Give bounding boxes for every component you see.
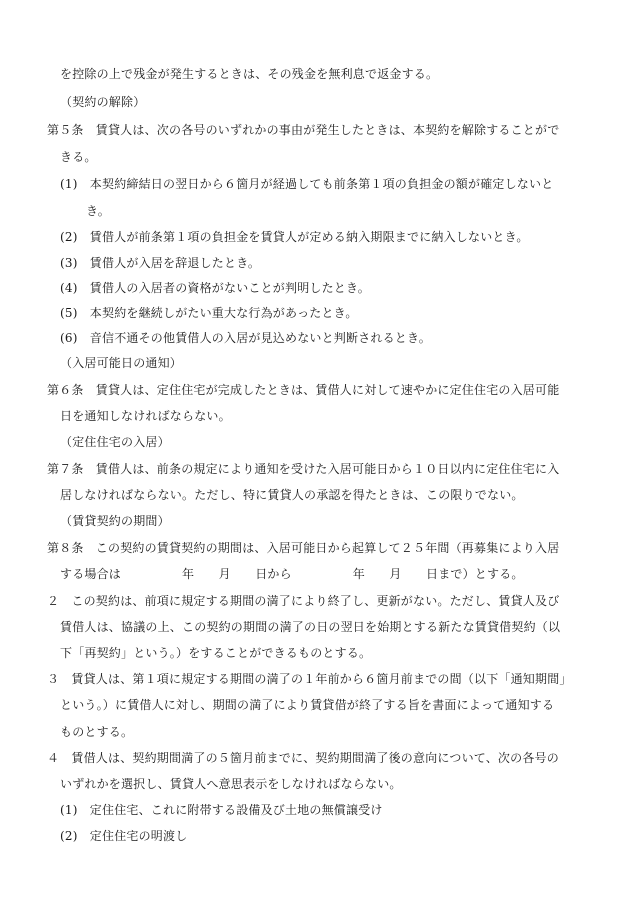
- list-item: (4) 賃借人の入居者の資格がないことが判明したとき。: [60, 281, 370, 295]
- paragraph-2-line: ２ この契約は、前項に規定する期間の満了により終了し、更新がない。ただし、賃貸人及び: [47, 594, 560, 608]
- text-line: きる。: [60, 150, 97, 164]
- list-item: (5) 本契約を継続しがたい重大な行為があったとき。: [60, 306, 358, 320]
- text-line: ものとする。: [60, 725, 134, 739]
- section-heading: （契約の解除）: [60, 95, 146, 109]
- list-item: (1) 本契約締結日の翌日から６箇月が経過しても前条第１項の負担金の額が確定しないと: [60, 177, 554, 191]
- section-heading: （入居可能日の通知）: [60, 356, 183, 370]
- list-item: (6) 音信不通その他賃借人の入居が見込めないと判断されるとき。: [60, 331, 431, 345]
- list-item: (1) 定住住宅、これに附帯する設備及び土地の無償譲受け: [60, 803, 383, 817]
- paragraph-4-line: ４ 賃借人は、契約期間満了の５箇月前までに、契約期間満了後の意向について、次の各号の: [47, 751, 559, 765]
- text-line: 居しなければならない。ただし、特に賃貸人の承認を得たときは、この限りでない。: [60, 488, 524, 502]
- section-heading: （賃貸契約の期間）: [60, 514, 170, 528]
- article-5-line: 第５条 賃貸人は、次の各号のいずれかの事由が発生したときは、本契約を解除することがで: [47, 123, 560, 137]
- text-line: いずれかを選択し、賃貸人へ意思表示をしなければならない。: [60, 777, 402, 791]
- text-line: 賃借人は、協議の上、この契約の期間の満了の日の翌日を始期とする新たな賃貸借契約（以: [60, 620, 561, 634]
- article-8-line: 第８条 この契約の賃貸契約の期間は、入居可能日から起算して２５年間（再募集により入居: [47, 541, 560, 555]
- text-line: き。: [86, 204, 110, 218]
- article-7-line: 第７条 賃借人は、前条の規定により通知を受けた入居可能日から１０日以内に定住住宅に入: [47, 462, 560, 476]
- text-line: 日を通知しなければならない。: [60, 409, 231, 423]
- list-item: (2) 定住住宅の明渡し: [60, 829, 188, 843]
- section-heading: （定住住宅の入居）: [60, 435, 170, 449]
- text-line: 下「再契約」という。）をすることができるものとする。: [60, 646, 372, 660]
- article-6-line: 第６条 賃貸人は、定住住宅が完成したときは、賃借人に対して速やかに定住住宅の入居可能: [47, 383, 560, 397]
- paragraph-3-line: ３ 賃貸人は、第１項に規定する期間の満了の１年前から６箇月前までの間（以下「通知期間」: [47, 672, 572, 686]
- list-item: (3) 賃借人が入居を辞退したとき。: [60, 256, 261, 270]
- list-item: (2) 賃借人が前条第１項の負担金を賃貸人が定める納入期限までに納入しないとき。: [60, 230, 529, 244]
- text-line: を控除の上で残金が発生するときは、その残金を無利息で返金する。: [60, 67, 439, 81]
- text-line: という。）に賃借人に対し、期間の満了により賃貸借が終了する旨を書面によって通知する: [60, 698, 555, 712]
- text-line: する場合は 年 月 日から 年 月 日まで）とする。: [60, 567, 524, 581]
